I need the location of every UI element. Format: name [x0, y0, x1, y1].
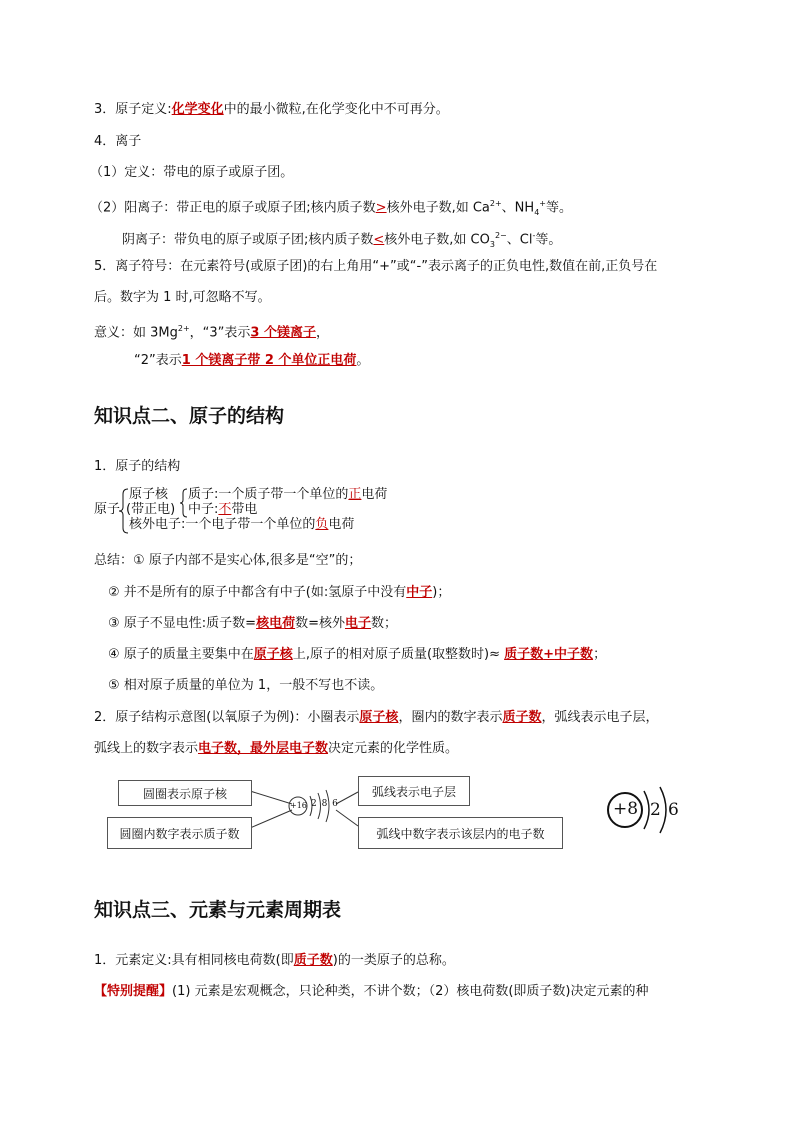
- ion-symbol-line1: 5．离子符号：在元素符号(或原子团)的右上角用“+”或“-”表示离子的正负电性,数值在前,正负号在: [94, 259, 658, 274]
- box-shell-count: 弧线中数字表示该层内的电子数: [358, 817, 563, 849]
- neutron-line: 中子:不带电: [188, 502, 258, 517]
- atom-label: 原子: [94, 502, 121, 517]
- section-title-elements: 知识点三、元素与元素周期表: [94, 899, 342, 921]
- small-atom-shells: 2 8 6: [311, 799, 339, 809]
- oxygen-shell-1: 2: [650, 800, 661, 820]
- inner-brace-icon: [180, 488, 188, 518]
- oxygen-core: +8: [613, 799, 639, 819]
- electron-line: 核外电子:一个电子带一个单位的负电荷: [129, 517, 355, 532]
- ion-heading: 4．离子: [94, 134, 142, 149]
- summary-1: 总结：① 原子内部不是实心体,很多是“空”的；: [94, 553, 362, 568]
- ion-symbol-line2: 后。数字为 1 时,可忽略不写。: [94, 290, 271, 305]
- summary-2: ② 并不是所有的原子中都含有中子(如:氢原子中没有中子)；: [108, 585, 451, 600]
- atom-definition: 3．原子定义:化学变化中的最小微粒,在化学变化中不可再分。: [94, 102, 449, 117]
- small-atom-core: +16: [290, 801, 307, 810]
- element-definition: 1．元素定义:具有相同核电荷数(即质子数)的一类原子的总称。: [94, 953, 455, 968]
- diagram-explanation-1: 2．原子结构示意图(以氧原子为例)：小圈表示原子核，圈内的数字表示质子数，弧线表示电子层，: [94, 710, 659, 725]
- oxygen-shell-2: 6: [668, 800, 679, 820]
- box-protons: 圆圈内数字表示质子数: [107, 817, 252, 849]
- meaning-line1: 意义：如 $3Mg^{2+}$，“3”表示3 个镁离子，: [94, 324, 330, 341]
- summary-5: ⑤ 相对原子质量的单位为 1，一般不写也不读。: [108, 678, 384, 693]
- special-tip: 【特别提醒】(1) 元素是宏观概念，只论种类，不讲个数；（2）核电荷数(即质子数)决定元素的种: [94, 984, 649, 999]
- meaning-line2: “2”表示1 个镁离子带 2 个单位正电荷。: [134, 353, 370, 368]
- box-shell: 弧线表示电子层: [358, 776, 470, 806]
- cation-definition: （2）阳离子：带正电的原子或原子团;核内质子数>核外电子数,如 $Ca^{2+}$、$NH_4^+$等。: [90, 199, 572, 217]
- section-title-atom-structure: 知识点二、原子的结构: [94, 405, 285, 427]
- nucleus-label: 原子核: [129, 487, 169, 502]
- summary-3: ③ 原子不显电性:质子数=核电荷数=核外电子数；: [108, 616, 398, 631]
- ion-definition: （1）定义：带电的原子或原子团。: [90, 165, 294, 180]
- anion-definition: 阴离子：带负电的原子或原子团;核内质子数<核外电子数,如 $CO_3^{2-}$、Cl-等。: [122, 231, 562, 249]
- box-nucleus: 圆圈表示原子核: [118, 780, 252, 806]
- diagram-explanation-2: 弧线上的数字表示电子数，最外层电子数决定元素的化学性质。: [94, 741, 459, 756]
- summary-4: ④ 原子的质量主要集中在原子核上,原子的相对原子质量(取整数时)≈ 质子数+中子数；: [108, 647, 607, 662]
- proton-line: 质子:一个质子带一个单位的正电荷: [188, 487, 388, 502]
- atom-structure-heading: 1．原子的结构: [94, 459, 181, 474]
- nucleus-charge: (带正电): [126, 502, 176, 517]
